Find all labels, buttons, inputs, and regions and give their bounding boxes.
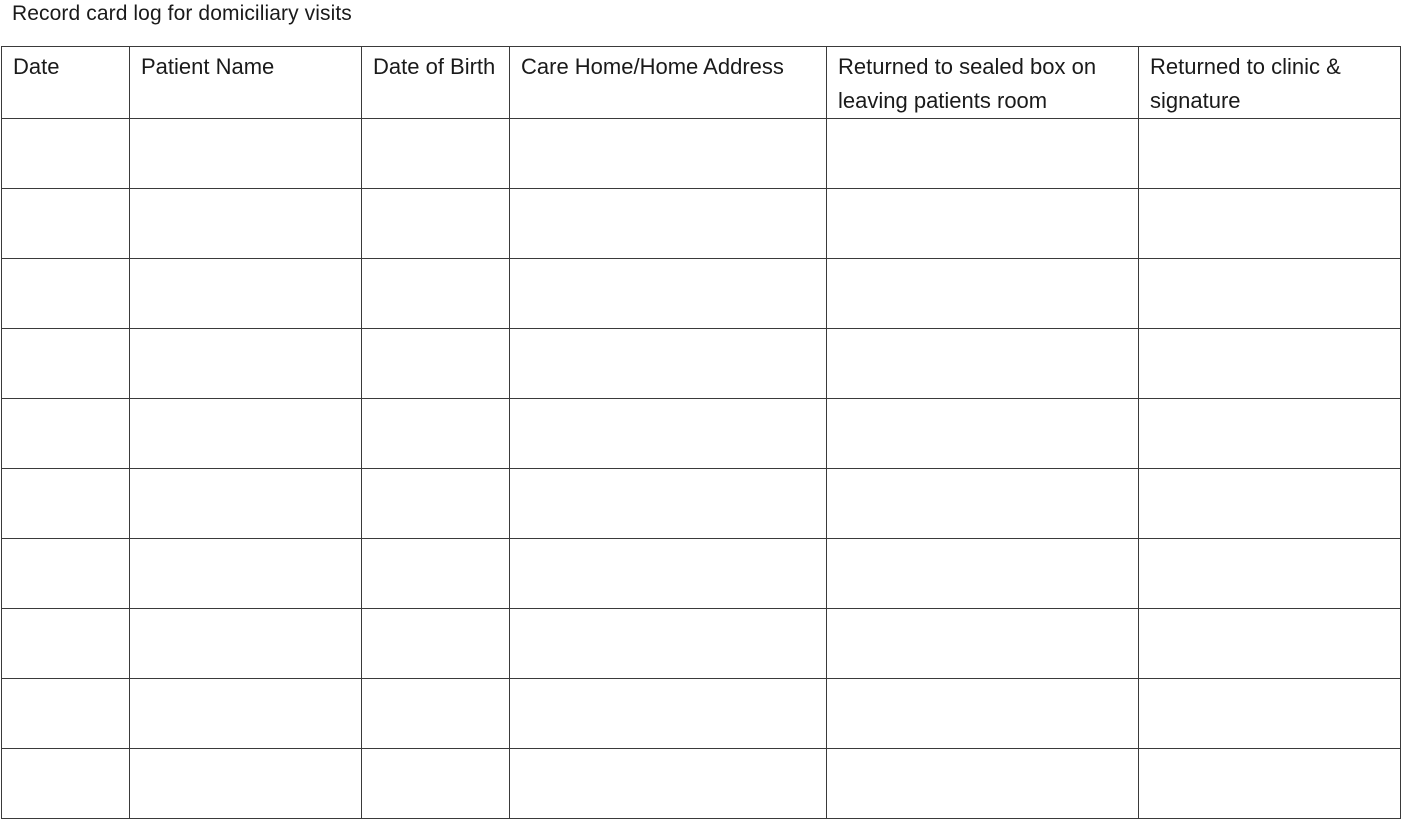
record-card-log-table	[1, 46, 1401, 819]
date-of-birth-cell[interactable]	[362, 749, 510, 819]
table-row	[2, 329, 1401, 399]
date-of-birth-cell[interactable]	[362, 539, 510, 609]
patient-name-cell[interactable]	[130, 539, 362, 609]
patient-name-cell[interactable]	[130, 679, 362, 749]
address-cell[interactable]	[510, 469, 827, 539]
sealed-box-cell[interactable]	[827, 749, 1139, 819]
sealed-box-cell[interactable]	[827, 609, 1139, 679]
table-body	[2, 119, 1401, 819]
address-cell[interactable]	[510, 119, 827, 189]
table-row	[2, 469, 1401, 539]
header-returned-to-sealed-box: Returned to sealed box on leaving patients room	[827, 47, 1139, 119]
patient-name-cell[interactable]	[130, 399, 362, 469]
clinic-signature-cell[interactable]	[1139, 399, 1401, 469]
date-of-birth-cell[interactable]	[362, 329, 510, 399]
sealed-box-cell[interactable]	[827, 119, 1139, 189]
table-row	[2, 259, 1401, 329]
date-of-birth-cell[interactable]	[362, 399, 510, 469]
date-cell[interactable]	[2, 679, 130, 749]
address-cell[interactable]	[510, 189, 827, 259]
sealed-box-cell[interactable]	[827, 679, 1139, 749]
clinic-signature-cell[interactable]	[1139, 119, 1401, 189]
table-row	[2, 679, 1401, 749]
address-cell[interactable]	[510, 259, 827, 329]
table-row	[2, 399, 1401, 469]
table-row	[2, 189, 1401, 259]
sealed-box-cell[interactable]	[827, 189, 1139, 259]
address-cell[interactable]	[510, 329, 827, 399]
table-row	[2, 749, 1401, 819]
header-care-home-address: Care Home/Home Address	[510, 47, 827, 119]
patient-name-cell[interactable]	[130, 119, 362, 189]
clinic-signature-cell[interactable]	[1139, 469, 1401, 539]
clinic-signature-cell[interactable]	[1139, 259, 1401, 329]
patient-name-cell[interactable]	[130, 329, 362, 399]
date-of-birth-cell[interactable]	[362, 609, 510, 679]
clinic-signature-cell[interactable]	[1139, 539, 1401, 609]
sealed-box-cell[interactable]	[827, 469, 1139, 539]
patient-name-cell[interactable]	[130, 609, 362, 679]
address-cell[interactable]	[510, 679, 827, 749]
patient-name-cell[interactable]	[130, 469, 362, 539]
date-cell[interactable]	[2, 609, 130, 679]
address-cell[interactable]	[510, 399, 827, 469]
clinic-signature-cell[interactable]	[1139, 609, 1401, 679]
sealed-box-cell[interactable]	[827, 329, 1139, 399]
address-cell[interactable]	[510, 749, 827, 819]
date-of-birth-cell[interactable]	[362, 119, 510, 189]
patient-name-cell[interactable]	[130, 749, 362, 819]
sealed-box-cell[interactable]	[827, 399, 1139, 469]
date-of-birth-cell[interactable]	[362, 469, 510, 539]
patient-name-cell[interactable]	[130, 189, 362, 259]
page-title: Record card log for domiciliary visits	[12, 2, 352, 25]
date-cell[interactable]	[2, 119, 130, 189]
clinic-signature-cell[interactable]	[1139, 329, 1401, 399]
sealed-box-cell[interactable]	[827, 539, 1139, 609]
table-header-row	[2, 47, 1401, 119]
address-cell[interactable]	[510, 609, 827, 679]
patient-name-cell[interactable]	[130, 259, 362, 329]
address-cell[interactable]	[510, 539, 827, 609]
clinic-signature-cell[interactable]	[1139, 749, 1401, 819]
date-cell[interactable]	[2, 329, 130, 399]
date-cell[interactable]	[2, 189, 130, 259]
date-cell[interactable]	[2, 399, 130, 469]
date-cell[interactable]	[2, 259, 130, 329]
date-of-birth-cell[interactable]	[362, 189, 510, 259]
header-date-of-birth: Date of Birth	[362, 47, 510, 119]
date-cell[interactable]	[2, 539, 130, 609]
date-of-birth-cell[interactable]	[362, 679, 510, 749]
table-row	[2, 539, 1401, 609]
date-cell[interactable]	[2, 749, 130, 819]
header-patient-name: Patient Name	[130, 47, 362, 119]
clinic-signature-cell[interactable]	[1139, 189, 1401, 259]
header-date: Date	[2, 47, 130, 119]
date-of-birth-cell[interactable]	[362, 259, 510, 329]
table-row	[2, 119, 1401, 189]
date-cell[interactable]	[2, 469, 130, 539]
header-returned-to-clinic-signature: Returned to clinic & signature	[1139, 47, 1401, 119]
clinic-signature-cell[interactable]	[1139, 679, 1401, 749]
sealed-box-cell[interactable]	[827, 259, 1139, 329]
table-row	[2, 609, 1401, 679]
